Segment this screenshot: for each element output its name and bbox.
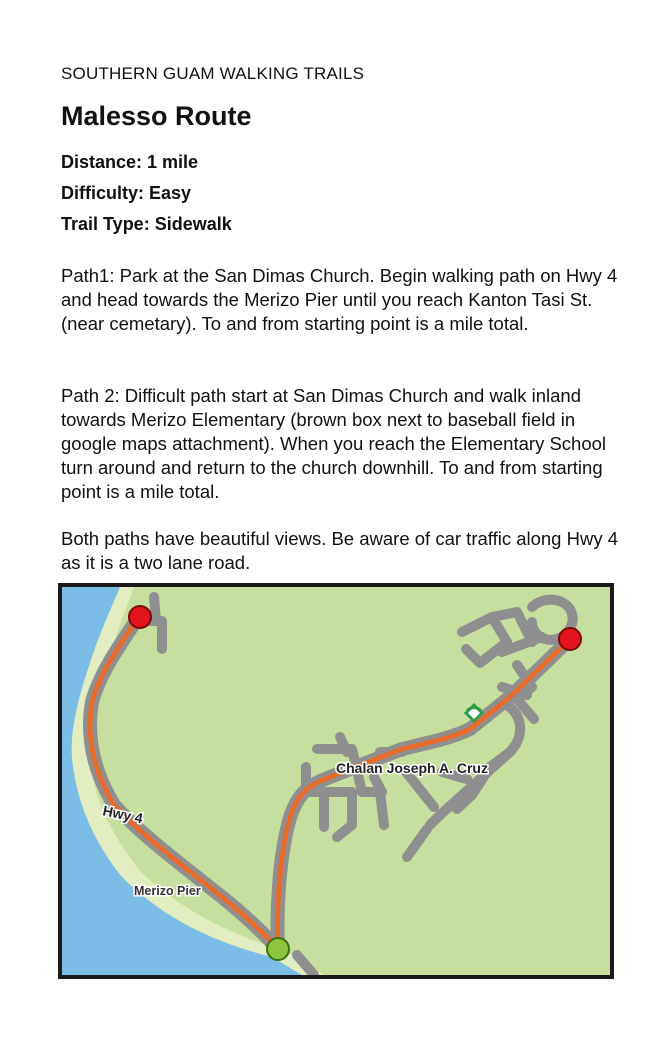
route-map [58,583,614,979]
trail-type-text: Trail Type: Sidewalk [61,214,232,234]
end-marker-elementary [559,628,581,650]
end-marker-hwy4 [129,606,151,628]
path2-paragraph: Path 2: Difficult path start at San Dimas Church and walk inland towards Merizo Elementary (brown box next to baseball field in google maps attachment). When you reach the Elementary School turn around and return to the church downhill. To and from starting point is a mile total. [61,385,607,502]
side-roads [142,597,573,975]
distance-text: Distance: 1 mile [61,152,199,172]
page-header: SOUTHERN GUAM WALKING TRAILS [61,64,365,83]
chalan-road-label: Chalan Joseph A. Cruz [336,760,488,776]
path1-paragraph: Path1: Park at the San Dimas Church. Begin walking path on Hwy 4 and head towards the Merizo Pier until you reach Kanton Tasi St. (near cemetary). To and from starting point is a mile total. [61,265,618,334]
start-marker-church [267,938,289,960]
route-title: Malesso Route [61,101,252,131]
difficulty-text: Difficulty: Easy [61,183,192,203]
merizo-pier-label: Merizo Pier [134,884,201,898]
note-paragraph: Both paths have beautiful views. Be aware of car traffic along Hwy 4 as it is a two lane road. [61,528,619,573]
hwy4-label: Hwy 4 [101,802,145,827]
